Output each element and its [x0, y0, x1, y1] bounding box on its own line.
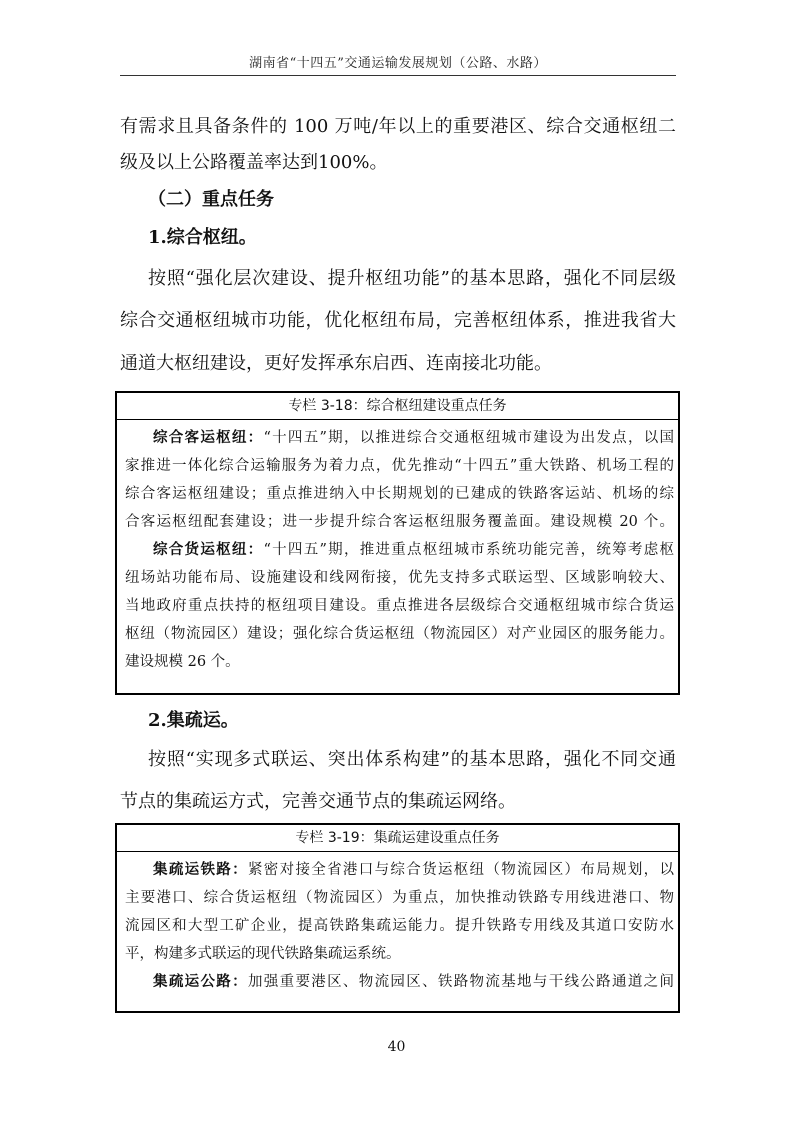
task2-line-2: 节点的集疏运方式，完善交通节点的集疏运网络。: [120, 791, 516, 812]
box-3-18-p1-line-3: 综合客运枢纽建设；重点推进纳入中长期规划的已建成的铁路客运站、机场的综: [125, 486, 674, 502]
box-3-18-p1-line-1: [153, 428, 674, 448]
box-3-19-p1-line-2: 主要港口、综合货运枢纽（物流园区）为重点，加快推动铁路专用线进港口、物: [125, 890, 674, 906]
box-3-18: [115, 391, 680, 695]
box-3-19-p1-text-1: 紧密对接全省港口与综合货运枢纽（物流园区）布局规划，以: [247, 862, 674, 878]
box-3-18-p2-line-1: [153, 540, 674, 560]
box-3-18-p1-line-4: 合客运枢纽配套建设；进一步提升综合客运枢纽服务覆盖面。建设规模 20 个。: [125, 514, 674, 530]
header-rule: [120, 75, 676, 76]
box-3-19: [115, 823, 680, 1013]
intro-line-1: 有需求且具备条件的 100 万吨/年以上的重要港区、综合交通枢纽二: [120, 116, 676, 137]
box-3-18-p2-text-1: “十四五”期，推进重点枢纽城市系统功能完善，统筹考虑枢: [263, 542, 675, 558]
box-3-18-p1-line-2: 家推进一体化综合运输服务为着力点，优先推动“十四五”重大铁路、机场工程的: [125, 458, 674, 474]
box-3-19-title: 专栏 3-19：集疏运建设重点任务: [117, 825, 678, 852]
section-heading: （二）重点任务: [148, 189, 274, 210]
box-3-18-p2-line-5: 建设规模 26 个。: [125, 654, 240, 670]
task1-line-2: 综合交通枢纽城市功能，优化枢纽布局，完善枢纽体系，推进我省大: [120, 310, 676, 331]
box-3-19-p1-line-3: 流园区和大型工矿企业，提高铁路集疏运能力。提升铁路专用线及其道口安防水: [125, 918, 674, 934]
task1-line-3: 通道大枢纽建设，更好发挥承东启西、连南接北功能。: [120, 353, 552, 374]
task1-line-1: 按照“强化层次建设、提升枢纽功能”的基本思路，强化不同层级: [148, 268, 676, 289]
task1-heading: 1.综合枢纽。: [148, 227, 257, 248]
intro-line-2: 级及以上公路覆盖率达到100%。: [120, 152, 388, 173]
box-3-19-p1-line-1: [153, 860, 674, 880]
box-3-19-p2-term: 集疏运公路：: [153, 974, 248, 990]
box-3-18-p2-line-4: 枢纽（物流园区）建设；强化综合货运枢纽（物流园区）对产业园区的服务能力。: [125, 626, 674, 642]
box-3-18-p1-term: 综合客运枢纽：: [153, 430, 264, 446]
page-number: 40: [387, 1039, 406, 1055]
task2-line-1: 按照“实现多式联运、突出体系构建”的基本思路，强化不同交通: [148, 749, 676, 770]
box-3-19-p2-line-1: [153, 972, 674, 992]
box-3-19-p1-line-4: 平，构建多式联运的现代铁路集疏运系统。: [125, 946, 401, 962]
box-3-19-p2-text-1: 加强重要港区、物流园区、铁路物流基地与干线公路通道之间: [247, 974, 674, 990]
box-3-18-p2-line-3: 当地政府重点扶持的枢纽项目建设。重点推进各层级综合交通枢纽城市综合货运: [125, 598, 674, 614]
task2-heading: 2.集疏运。: [148, 710, 239, 731]
box-3-18-p2-term: 综合货运枢纽：: [153, 542, 264, 558]
box-3-19-p1-term: 集疏运铁路：: [153, 862, 248, 878]
box-3-18-p1-text-1: “十四五”期，以推进综合交通枢纽城市建设为出发点，以国: [263, 430, 675, 446]
box-3-18-p2-line-2: 纽场站功能布局、设施建设和线网衔接，优先支持多式联运型、区域影响较大、: [125, 570, 674, 586]
box-3-18-title: 专栏 3-18：综合枢纽建设重点任务: [117, 393, 678, 420]
running-header: 湖南省“十四五”交通运输发展规划（公路、水路）: [249, 56, 547, 71]
